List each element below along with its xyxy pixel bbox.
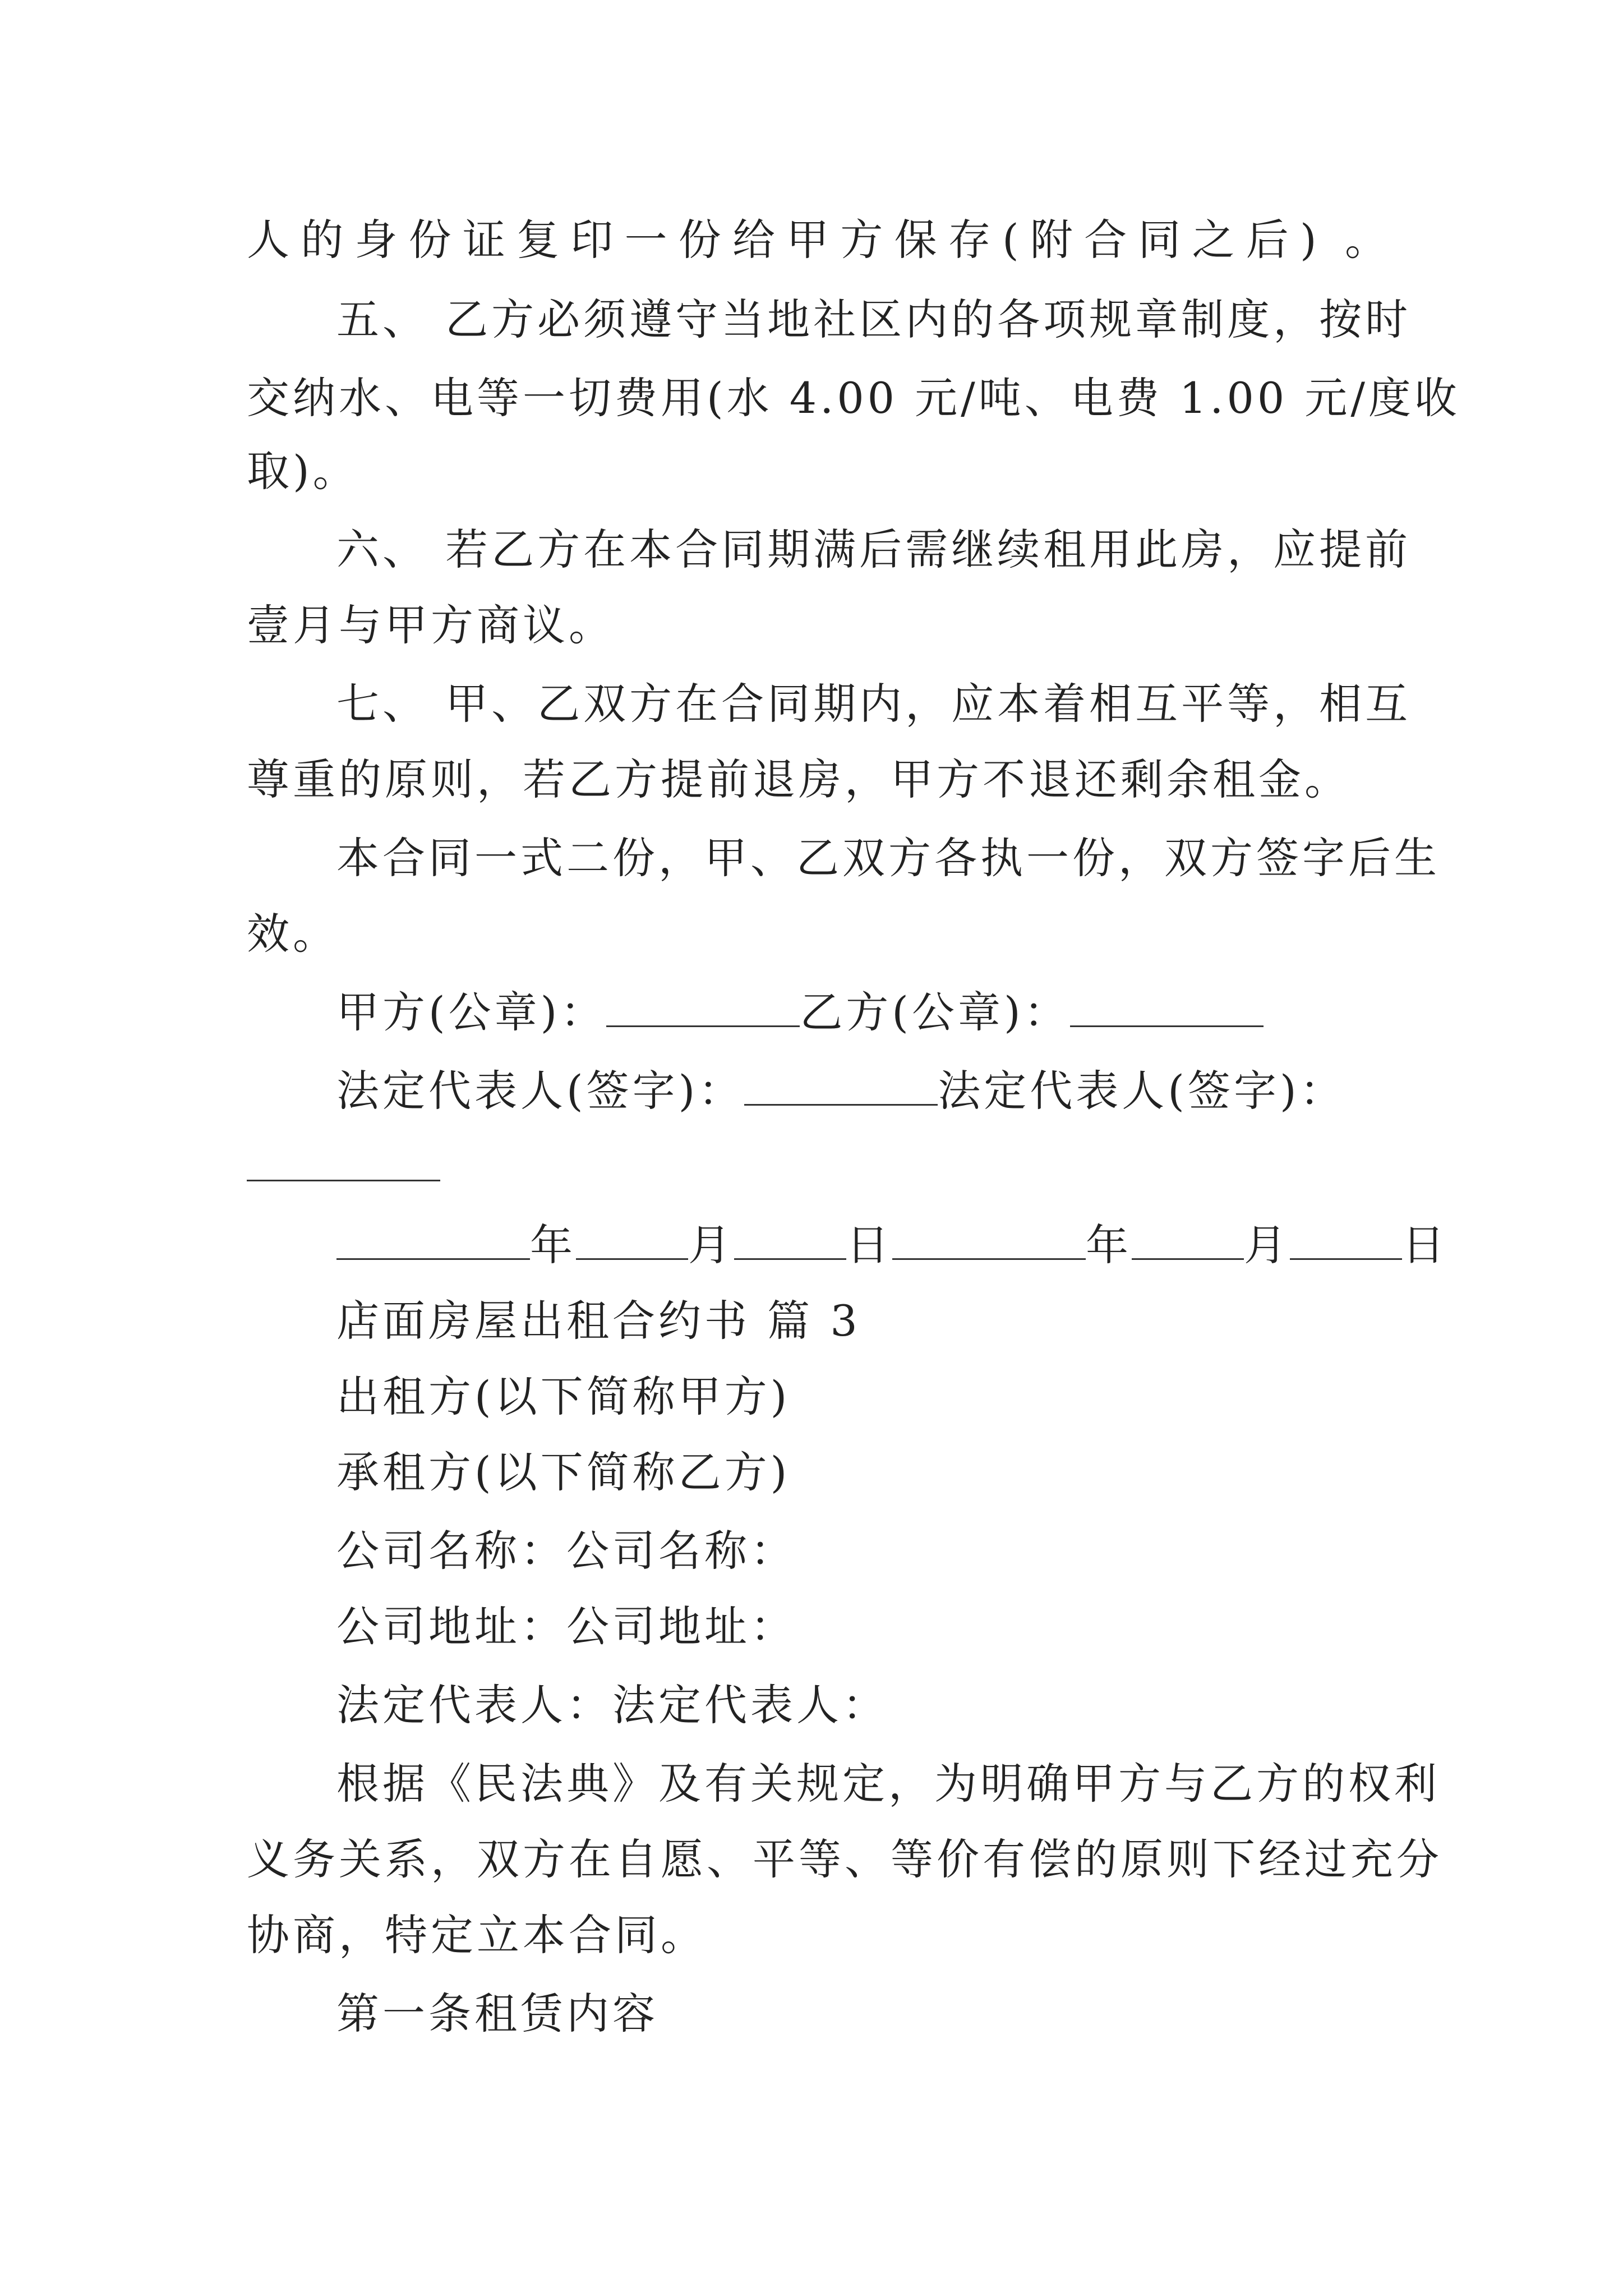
rep-a-blank[interactable] [744, 1064, 938, 1106]
preamble-line: 协商，特定立本合同。 [247, 1910, 707, 1960]
preamble-line: 义务关系，双方在自愿、平等、等价有偿的原则下经过充分 [247, 1834, 1442, 1884]
party-b-seal-label: 乙方(公章)： [800, 987, 1070, 1037]
paragraph-line: 人的身份证复印一份给甲方保存(附合同之后) 。 [247, 215, 1391, 265]
copies-clause-line: 本合同一式二份，甲、乙双方各执一份，双方签字后生 [336, 833, 1440, 883]
article-one-heading: 第一条租赁内容 [336, 1989, 658, 2039]
section-heading: 店面房屋出租合约书 篇 3 [336, 1296, 861, 1346]
month-label: 月 [1244, 1220, 1290, 1270]
preamble-line: 根据《民法典》及有关规定，为明确甲方与乙方的权利 [336, 1759, 1440, 1809]
party-b-seal-blank[interactable] [1070, 985, 1264, 1027]
clause-seven-line: 七、 甲、乙双方在合同期内，应本着相互平等，相互 [336, 679, 1412, 729]
day-b-blank[interactable] [1290, 1218, 1402, 1260]
clause-six-line: 六、 若乙方在本合同期满后需继续租用此房，应提前 [336, 524, 1412, 574]
year-label: 年 [530, 1220, 576, 1270]
day-a-blank[interactable] [734, 1218, 846, 1260]
company-address-line: 公司地址：公司地址： [336, 1602, 796, 1651]
representative-line [336, 1063, 1391, 1119]
year-b-blank[interactable] [892, 1218, 1086, 1260]
company-name-line: 公司名称：公司名称： [336, 1526, 796, 1576]
paragraph-line: 交纳水、电等一切费用(水 4.00 元/吨、电费 1.00 元/度收 [247, 373, 1460, 423]
party-a-seal-blank[interactable] [606, 985, 800, 1027]
clause-five-line: 五、 乙方必须遵守当地社区内的各项规章制度，按时 [336, 295, 1412, 344]
day-label: 日 [1402, 1220, 1448, 1270]
date-line [336, 1217, 1448, 1273]
year-label: 年 [1086, 1220, 1132, 1270]
month-a-blank[interactable] [576, 1218, 688, 1260]
paragraph-line: 效。 [247, 909, 339, 959]
seal-line [336, 984, 1391, 1041]
rep-a-label: 法定代表人(签字)： [336, 1066, 745, 1116]
lessor-line: 出租方(以下简称甲方) [336, 1372, 791, 1421]
rep-b-blank[interactable] [247, 1139, 440, 1181]
rep-b-signature-line [247, 1139, 1391, 1195]
lessee-line: 承租方(以下简称乙方) [336, 1447, 791, 1497]
month-b-blank[interactable] [1132, 1218, 1244, 1260]
month-label: 月 [688, 1220, 734, 1270]
paragraph-line: 取)。 [247, 446, 359, 496]
party-a-seal-label: 甲方(公章)： [336, 987, 607, 1037]
legal-rep-line: 法定代表人：法定代表人： [336, 1680, 888, 1730]
paragraph-line: 壹月与甲方商议。 [247, 600, 615, 650]
year-a-blank[interactable] [336, 1218, 530, 1260]
paragraph-line: 尊重的原则，若乙方提前退房，甲方不退还剩余租金。 [247, 754, 1350, 804]
rep-b-label: 法定代表人(签字)： [938, 1066, 1346, 1116]
day-label: 日 [846, 1220, 892, 1270]
